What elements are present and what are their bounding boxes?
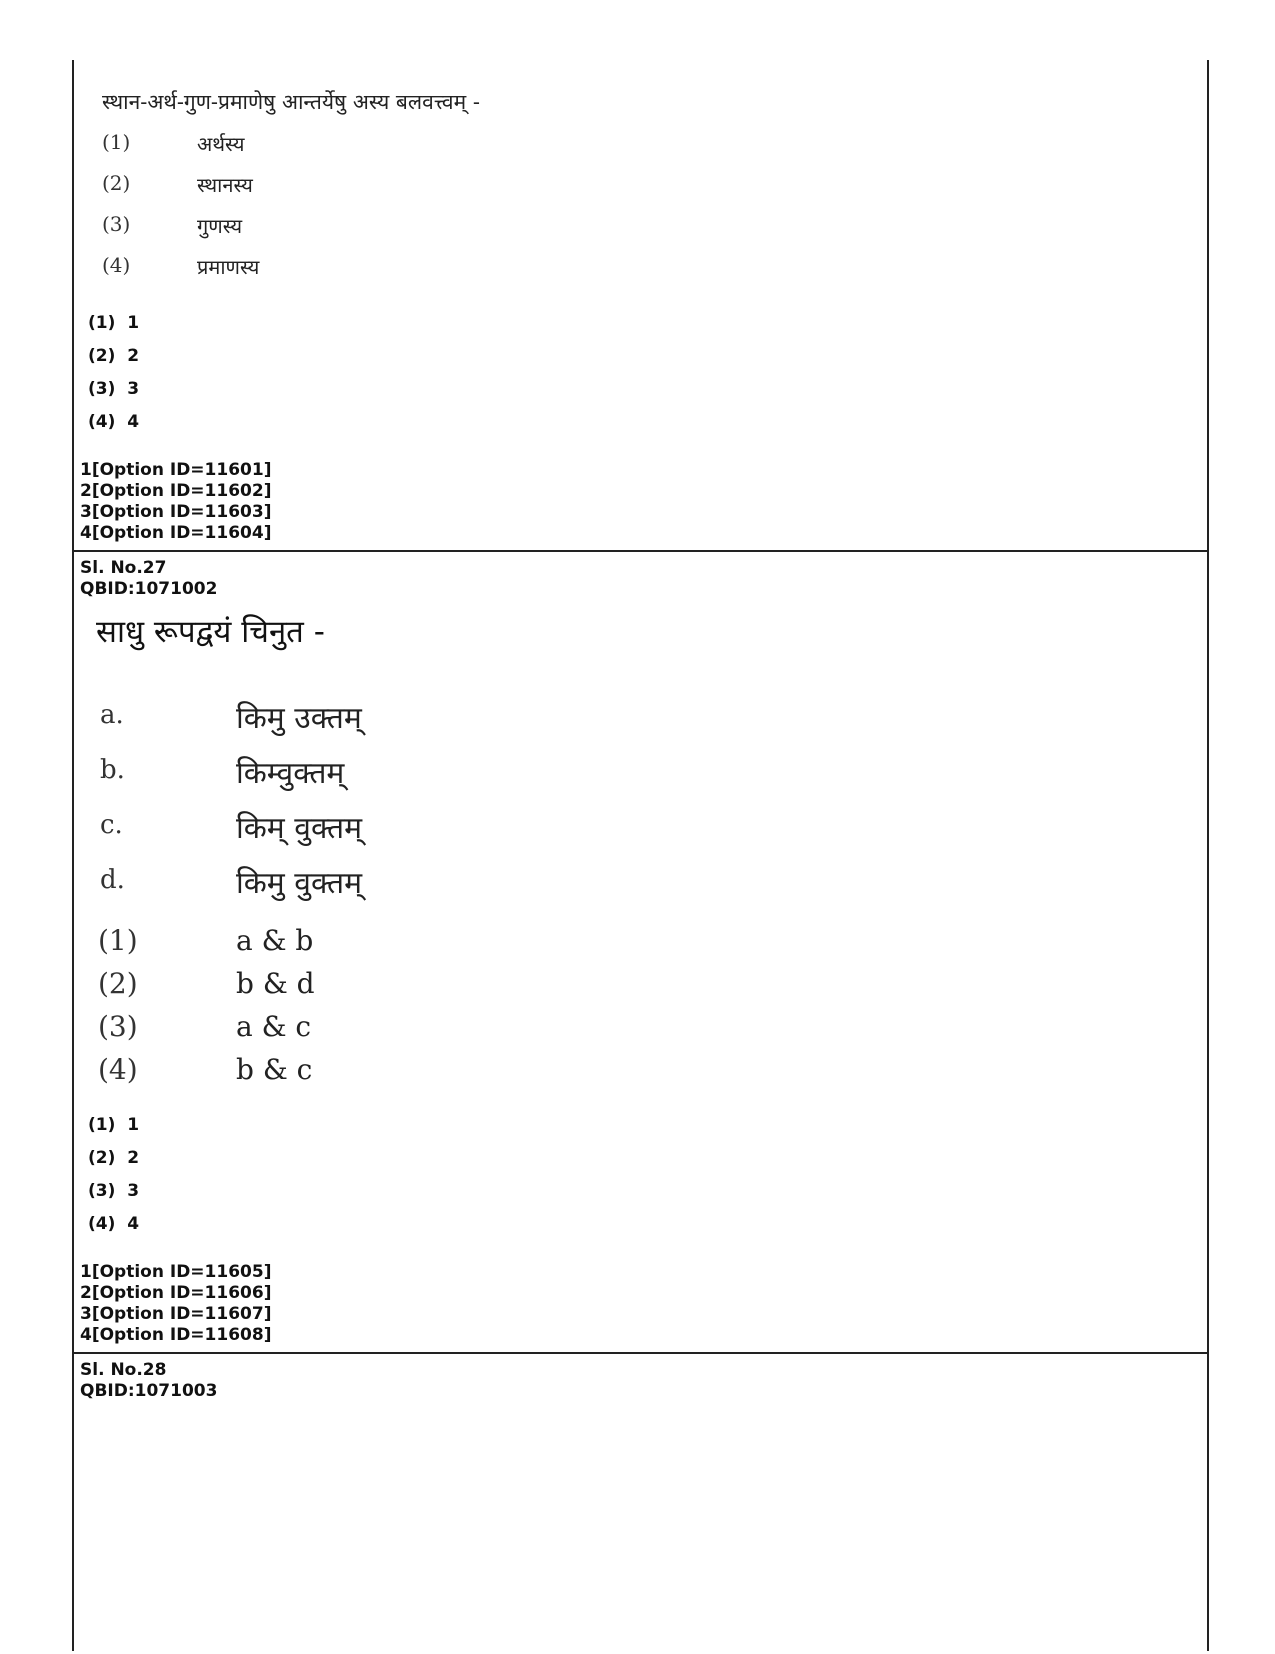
choice-text: स्थानस्य — [197, 173, 253, 197]
statement-label: b. — [100, 755, 125, 785]
choice-text: अर्थस्य — [197, 132, 245, 156]
answer-option[interactable]: (3) 3 — [88, 379, 140, 399]
option-id: 4[Option ID=11608] — [80, 1325, 272, 1345]
question-28 — [74, 1354, 1207, 1654]
statement-text: किम्वुक्तम् — [236, 756, 345, 791]
statement-label: c. — [100, 810, 123, 840]
option-id: 3[Option ID=11607] — [80, 1304, 272, 1324]
answer-option[interactable]: (3) 3 — [88, 1181, 140, 1201]
choice-text: b & c — [236, 1053, 313, 1086]
choice-number: (2) — [102, 171, 131, 195]
question-stem: साधु रूपद्वयं चिनुत - — [96, 614, 325, 650]
answer-option[interactable]: (4) 4 — [88, 412, 140, 432]
question-bank-id: QBID:1071002 — [80, 579, 218, 599]
answer-option[interactable]: (1) 1 — [88, 1115, 140, 1135]
option-id: 2[Option ID=11602] — [80, 481, 272, 501]
statement-label: d. — [100, 865, 125, 895]
choice-text: प्रमाणस्य — [197, 255, 260, 279]
option-id: 3[Option ID=11603] — [80, 502, 272, 522]
question-bank-id: QBID:1071003 — [80, 1381, 218, 1401]
choice-text: गुणस्य — [197, 214, 243, 238]
serial-number: Sl. No.27 — [80, 558, 167, 578]
statement-text: किम् वुक्तम् — [236, 811, 363, 846]
statement-text: किमु वुक्तम् — [236, 866, 363, 901]
page-frame — [72, 60, 1209, 1651]
answer-option[interactable]: (1) 1 — [88, 313, 140, 333]
answer-option[interactable]: (2) 2 — [88, 1148, 140, 1168]
option-id: 2[Option ID=11606] — [80, 1283, 272, 1303]
choice-number: (3) — [102, 212, 131, 236]
option-id: 1[Option ID=11601] — [80, 460, 272, 480]
option-id: 1[Option ID=11605] — [80, 1262, 272, 1282]
choice-number: (4) — [102, 253, 131, 277]
answer-option[interactable]: (2) 2 — [88, 346, 140, 366]
answer-option[interactable]: (4) 4 — [88, 1214, 140, 1234]
choice-number: (1) — [98, 924, 138, 957]
question-26 — [74, 60, 1207, 573]
option-id: 4[Option ID=11604] — [80, 523, 272, 543]
question-27 — [74, 552, 1207, 1354]
choice-text: b & d — [236, 967, 315, 1000]
statement-label: a. — [100, 700, 124, 730]
choice-text: a & c — [236, 1010, 312, 1043]
question-stem: स्थान-अर्थ-गुण-प्रमाणेषु आन्तर्येषु अस्य बलवत्त्वम् - — [102, 90, 480, 114]
choice-number: (3) — [98, 1010, 138, 1043]
choice-number: (4) — [98, 1053, 138, 1086]
choice-number: (2) — [98, 967, 138, 1000]
choice-number: (1) — [102, 130, 131, 154]
choice-text: a & b — [236, 924, 314, 957]
serial-number: Sl. No.28 — [80, 1360, 167, 1380]
statement-text: किमु उक्तम् — [236, 701, 362, 736]
